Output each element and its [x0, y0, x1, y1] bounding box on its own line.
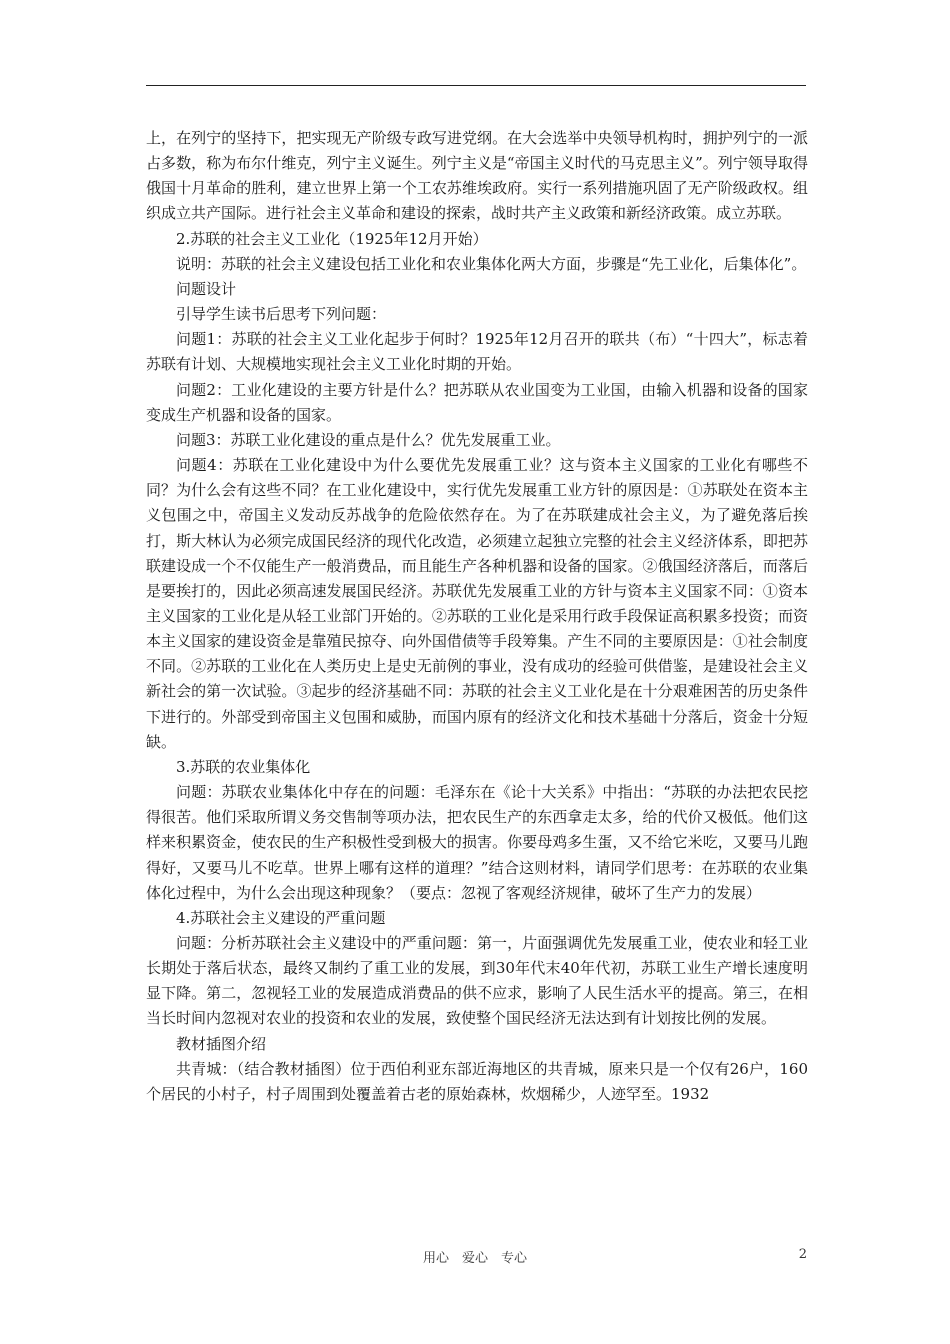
page-number: 2 [798, 1247, 807, 1262]
header-rule [146, 85, 806, 86]
subheading: 问题设计 [176, 279, 237, 298]
question-paragraph: 问题1：苏联的社会主义工业化起步于何时？1925年12月召开的联共（布）“十四大”，标志着苏联有计划、大规模地实现社会主义工业化时期的开始。 [146, 330, 808, 374]
section-heading: 4.苏联社会主义建设的严重问题 [176, 908, 386, 927]
paragraph: 引导学生读书后思考下列问题： [176, 305, 387, 324]
question-paragraph: 问题2：工业化建设的主要方针是什么？把苏联从农业国变为工业国，由输入机器和设备的国家变成生产机器和设备的国家。 [146, 380, 808, 424]
question-paragraph: 问题：苏联农业集体化中存在的问题：毛泽东在《论十大关系》中指出：“苏联的办法把农民挖得很苦。他们采取所谓义务交售制等项办法，把农民生产的东西拿走太多，给的代价又极低。他们这样来积累资金，使农民的生产积极性受到极大的损害。你要母鸡多生蛋，又不给它米吃，又要马儿跑得好，又要马儿不吃草。世界上哪有这样的道理？”结合这则材料，请同学们思考：在苏联的农业集体化过程中，为什么会出现这种现象？（要点：忽视了客观经济规律，破坏了生产力的发展） [146, 783, 808, 902]
paragraph: 上，在列宁的坚持下，把实现无产阶级专政写进党纲。在大会选举中央领导机构时，拥护列宁的一派占多数，称为布尔什维克，列宁主义诞生。列宁主义是“帝国主义时代的马克思主义”。列宁领导取得俄国十月革命的胜利，建立世界上第一个工农苏维埃政府。实行一系列措施巩固了无产阶级政权。组织成立共产国际。进行社会主义革命和建设的探索，战时共产主义政策和新经济政策。成立苏联。 [146, 129, 808, 223]
section-heading: 3.苏联的农业集体化 [176, 757, 311, 776]
question-paragraph: 问题：分析苏联社会主义建设中的严重问题：第一，片面强调优先发展重工业，使农业和轻工业长期处于落后状态，最终又制约了重工业的发展，到30年代末40年代初，苏联工业生产增长速度明显下降。第二，忽视轻工业的发展造成消费品的供不应求，影响了人民生活水平的提高。第三，在相当长时间内忽视对农业的投资和农业的发展，致使整个国民经济无法达到有计划按比例的发展。 [146, 934, 808, 1028]
document-body [146, 126, 808, 1107]
question-paragraph: 问题3：苏联工业化建设的重点是什么？优先发展重工业。 [176, 430, 561, 449]
paragraph: 说明：苏联的社会主义建设包括工业化和农业集体化两大方面，步骤是“先工业化，后集体化”。 [176, 254, 807, 273]
question-paragraph: 问题4：苏联在工业化建设中为什么要优先发展重工业？这与资本主义国家的工业化有哪些不同？为什么会有这些不同？在工业化建设中，实行优先发展重工业方针的原因是：①苏联处在资本主义包围之中，帝国主义发动反苏战争的危险依然存在。为了在苏联建成社会主义，为了避免落后挨打，斯大林认为必须完成国民经济的现代化改造，必须建立起独立完整的社会主义经济体系，即把苏联建设成一个不仅能生产一般消费品，而且能生产各种机器和设备的国家。②俄国经济落后，而落后是要挨打的，因此必须高速发展国民经济。苏联优先发展重工业的方针与资本主义国家不同：①资本主义国家的工业化是从轻工业部门开始的。②苏联的工业化是采用行政手段保证高积累多投资；而资本主义国家的建设资金是靠殖民掠夺、向外国借债等手段筹集。产生不同的主要原因是：①社会制度不同。②苏联的工业化在人类历史上是史无前例的事业，没有成功的经验可供借鉴，是建设社会主义新社会的第一次试验。③起步的经济基础不同：苏联的社会主义工业化是在十分艰难困苦的历史条件下进行的。外部受到帝国主义包围和威胁，而国内原有的经济文化和技术基础十分落后，资金十分短缺。 [146, 456, 808, 751]
subheading: 教材插图介绍 [176, 1034, 267, 1053]
paragraph: 共青城：（结合教材插图）位于西伯利亚东部近海地区的共青城，原来只是一个仅有26户，160个居民的小村子，村子周围到处覆盖着古老的原始森林，炊烟稀少，人迹罕至。1932 [146, 1059, 808, 1103]
footer-motto: 用心 爱心 专心 [422, 1251, 527, 1266]
section-heading: 2.苏联的社会主义工业化（1925年12月开始） [176, 229, 488, 248]
